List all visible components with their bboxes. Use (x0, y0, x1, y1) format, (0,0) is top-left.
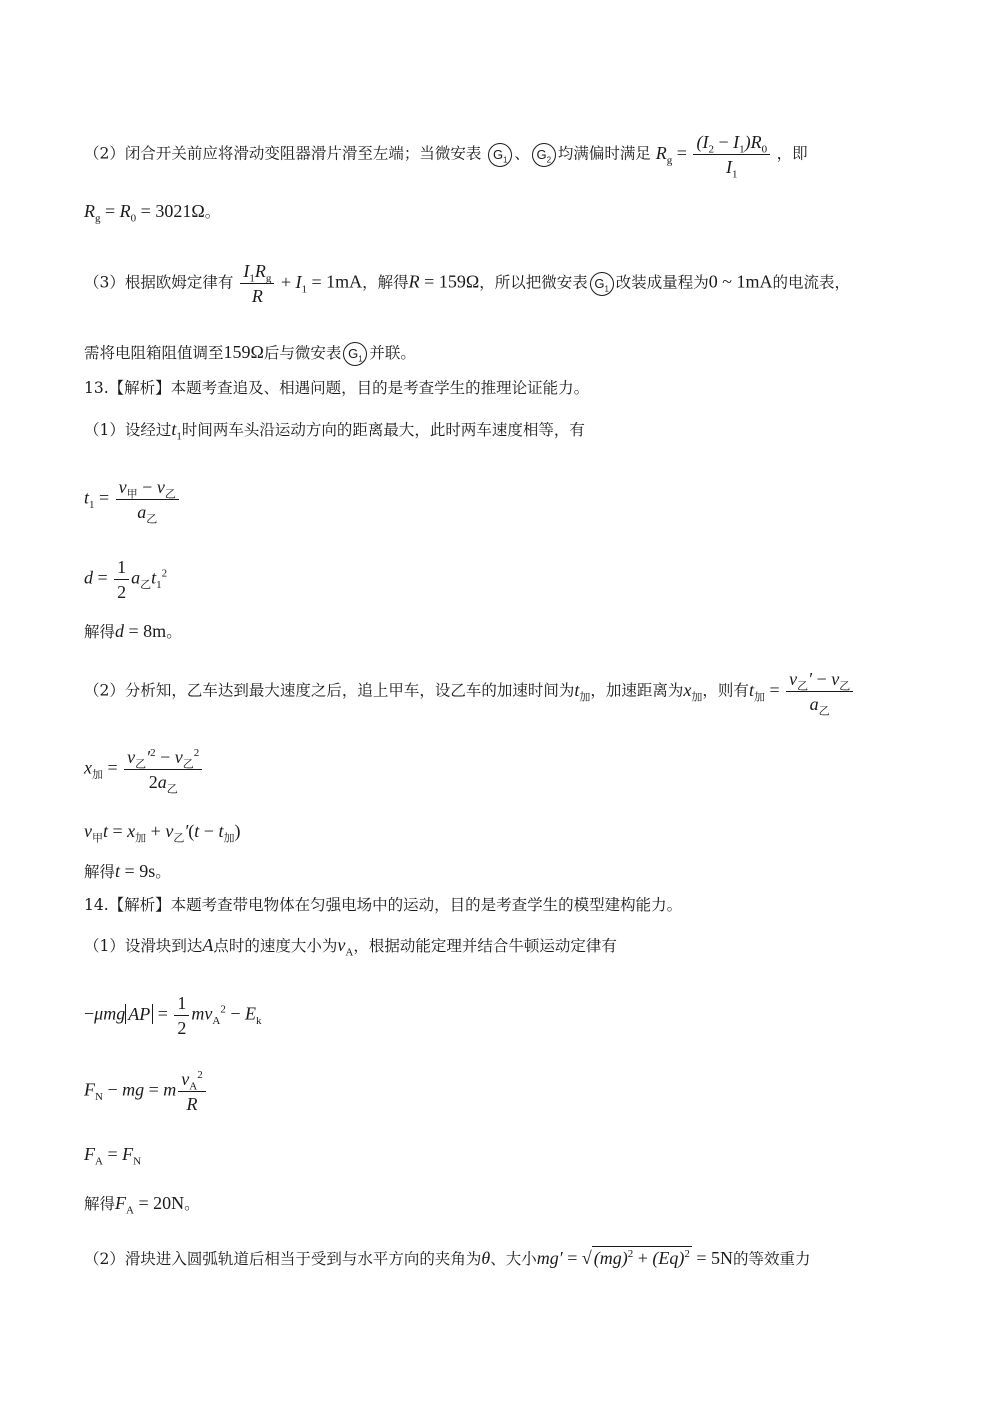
q13-eq-d: d = $\frac{1}{2}$ $a_乙t_1^2$ (84, 557, 168, 602)
microammeter-g1-icon: $G_1$ (488, 143, 512, 167)
q13-eq-x: $x_加$ = $\frac{v_乙'^2 - v_乙^2}{2a_乙}$ (84, 748, 204, 791)
q13-heading: 13.【解析】本题考查追及、相遇问题，目的是考查学生的推理论证能力。 (84, 379, 590, 397)
q13-result1: 解得d = 8m。 (84, 621, 182, 641)
formula-rg: $R_g$ = $\frac{(I_2 - I_1)R_0}{I_1}$ (656, 143, 777, 163)
q13-p1-text: （1）设经过$t_1$时间两车头沿运动方向的距离最大，此时两车速度相等，有 (84, 419, 585, 443)
microammeter-g2-icon: $G_2$ (532, 143, 556, 167)
q13-eq-vt: $v_甲t = x_加 + v_乙'(t - t_加)$ (84, 821, 241, 845)
q13-p2-text: （2）分析知，乙车达到最大速度之后，追上甲车，设乙车的加速时间为$t_加$，加速距离为$x_加$，则有$t_加$ = $\frac{v_乙' - v_乙}{a_乙}$ (84, 670, 855, 713)
formula-ohm: $\frac{I_1R_g}{R}$ + $I_1$ = (238, 272, 326, 292)
microammeter-g1-icon: $G_1$ (343, 342, 367, 366)
p12-2-line2: $R_g = R_0 = 3021\Omega$。 (84, 201, 221, 225)
p12-3-line2: 需将电阻箱阻值调至159Ω后与微安表 $G_1$ 并联。 (84, 342, 416, 366)
q14-p2-text: （2）滑块进入圆弧轨道后相当于受到与水平方向的夹角为θ、大小mg′ = √ $(mg)^2 + (Eq)^2 = 5N$的等效重力 (84, 1248, 811, 1268)
q14-eq-fn: $F_N$ − mg = m $\frac{v_A^2}{R}$ (84, 1070, 208, 1113)
microammeter-g1-icon: $G_1$ (590, 272, 614, 296)
q14-heading: 14.【解析】本题考查带电物体在匀强电场中的运动，目的是考查学生的模型建构能力。 (84, 896, 683, 914)
q14-eq-fa: $F_A = F_N$ (84, 1144, 142, 1168)
q14-p1-text: （1）设滑块到达A点时的速度大小为$v_A$，根据动能定理并结合牛顿运动定律有 (84, 935, 617, 959)
p12-2-line1: （2）闭合开关前应将滑动变阻器滑片滑至左端；当微安表 $G_1$ 、 $G_2$ 均满偏时满足 $R_g$ = $\frac{(I_2 - I_1)R_0}{I_1}$ ，即 (84, 132, 808, 181)
q14-result: 解得$F_A = 20N$。 (84, 1193, 200, 1217)
q13-result2: 解得t = 9s。 (84, 861, 171, 881)
q13-eq-t1: $t_1$ = $\frac{v_甲 - v_乙}{a_乙}$ (84, 478, 181, 521)
q14-eq-energy: −μmg AP = $\frac{1}{2}$ $mv_A^2 - E_k$ (84, 993, 262, 1038)
p12-3-line1: （3）根据欧姆定律有 $\frac{I_1R_g}{R}$ + $I_1 = 1mA$，解得R = 159Ω，所以把微安表 $G_1$ 改装成量程为0 ~ 1mA的电流表， (84, 261, 850, 306)
